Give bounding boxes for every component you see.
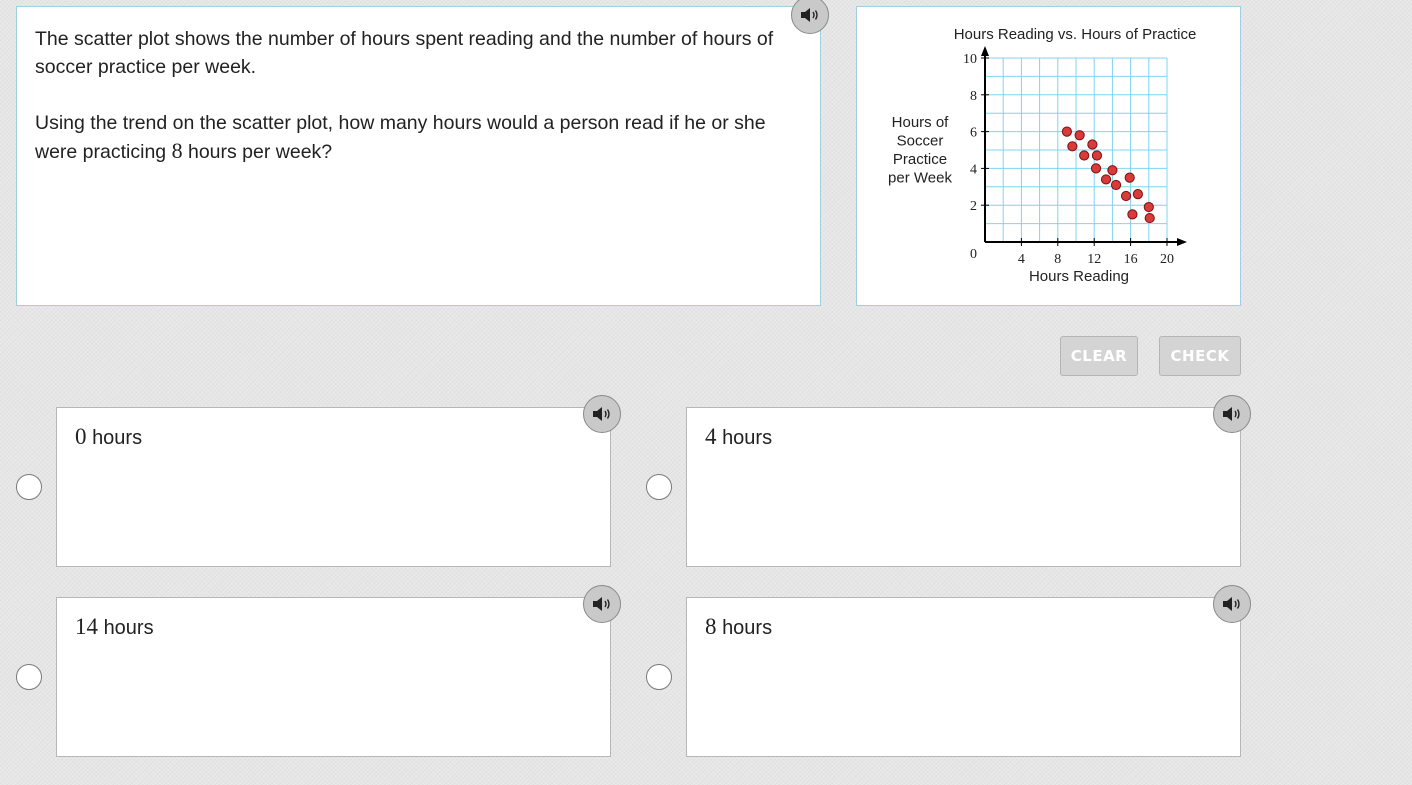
choice-b-number: 4 xyxy=(705,424,717,449)
question-panel xyxy=(16,6,821,306)
choice-c[interactable] xyxy=(56,597,611,757)
choice-a-text xyxy=(75,424,142,450)
y-tick-label: 10 xyxy=(963,52,977,67)
speaker-icon xyxy=(591,595,613,613)
x-axis-label: Hours Reading xyxy=(1028,268,1130,285)
x-tick-label: 16 xyxy=(1123,252,1138,267)
x-tick-label: 20 xyxy=(1160,252,1174,267)
x-tick-label: 12 xyxy=(1087,252,1102,267)
speaker-icon xyxy=(1221,595,1243,613)
scatter-point xyxy=(1075,131,1084,140)
scatter-point xyxy=(1133,190,1142,199)
choice-a-number: 0 xyxy=(75,424,87,449)
choice-d-number: 8 xyxy=(705,614,717,639)
scatter-point xyxy=(1108,166,1117,175)
origin-label: 0 xyxy=(970,247,977,262)
question-text-after: hours per week? xyxy=(182,141,333,163)
check-button[interactable]: CHECK xyxy=(1159,336,1241,376)
choice-radio-c[interactable] xyxy=(16,664,42,690)
scatter-point xyxy=(1068,142,1077,151)
choice-d[interactable] xyxy=(686,597,1241,757)
chart-title: Hours Reading vs. Hours of Practice xyxy=(953,26,1197,43)
scatter-point xyxy=(1125,173,1134,182)
scatter-point xyxy=(1145,213,1154,222)
choice-b-speaker-button[interactable] xyxy=(1213,395,1251,433)
speaker-icon xyxy=(1221,405,1243,423)
clear-button[interactable]: CLEAR xyxy=(1060,336,1138,376)
choice-radio-b[interactable] xyxy=(646,474,672,500)
scatter-chart xyxy=(857,7,1242,307)
choice-b[interactable] xyxy=(686,407,1241,567)
scatter-point xyxy=(1092,151,1101,160)
scatter-point xyxy=(1062,127,1071,136)
scatter-point xyxy=(1121,191,1130,200)
y-tick-label: 2 xyxy=(970,199,977,215)
question-text-before: Using the trend on the scatter plot, how many hours would a person read if he or she were practicing xyxy=(35,112,766,163)
choice-c-unit: hours xyxy=(103,617,154,639)
choice-d-text xyxy=(705,614,772,640)
choice-a[interactable] xyxy=(56,407,611,567)
y-axis-label-line: per Week xyxy=(888,169,952,187)
choice-d-unit: hours xyxy=(722,617,773,639)
scatter-point xyxy=(1128,210,1137,219)
scatter-point xyxy=(1088,140,1097,149)
scatter-point xyxy=(1144,202,1153,211)
scatter-point xyxy=(1091,164,1100,173)
speaker-icon xyxy=(799,6,821,24)
scatter-point xyxy=(1080,151,1089,160)
x-tick-label: 4 xyxy=(1017,252,1025,267)
scatter-point xyxy=(1101,175,1110,184)
choice-c-number: 14 xyxy=(75,614,98,639)
y-axis-label-line: Hours of xyxy=(891,114,949,131)
choice-c-speaker-button[interactable] xyxy=(583,585,621,623)
x-axis-arrow-icon xyxy=(1177,238,1187,246)
question-paragraph-2 xyxy=(35,109,805,166)
question-number: 8 xyxy=(171,138,183,163)
choice-b-text xyxy=(705,424,772,450)
choice-a-speaker-button[interactable] xyxy=(583,395,621,433)
chart-panel xyxy=(856,6,1241,306)
speaker-icon xyxy=(591,405,613,423)
scatter-point xyxy=(1111,180,1120,189)
y-axis-label-line: Practice xyxy=(892,151,948,168)
y-tick-label: 4 xyxy=(970,162,977,178)
y-tick-label: 6 xyxy=(970,125,977,141)
y-axis-arrow-icon xyxy=(981,46,989,56)
choice-d-speaker-button[interactable] xyxy=(1213,585,1251,623)
choice-c-text xyxy=(75,614,154,640)
question-speaker-button[interactable] xyxy=(791,0,829,34)
choice-radio-d[interactable] xyxy=(646,664,672,690)
choice-b-unit: hours xyxy=(722,427,773,449)
y-tick-label: 8 xyxy=(970,88,977,104)
question-paragraph-1: The scatter plot shows the number of hours spent reading and the number of hours of soccer practice per week. xyxy=(35,28,774,78)
choice-radio-a[interactable] xyxy=(16,474,42,500)
choice-a-unit: hours xyxy=(92,427,143,449)
y-axis-label-line: Soccer xyxy=(896,132,944,150)
x-tick-label: 8 xyxy=(1054,252,1062,267)
